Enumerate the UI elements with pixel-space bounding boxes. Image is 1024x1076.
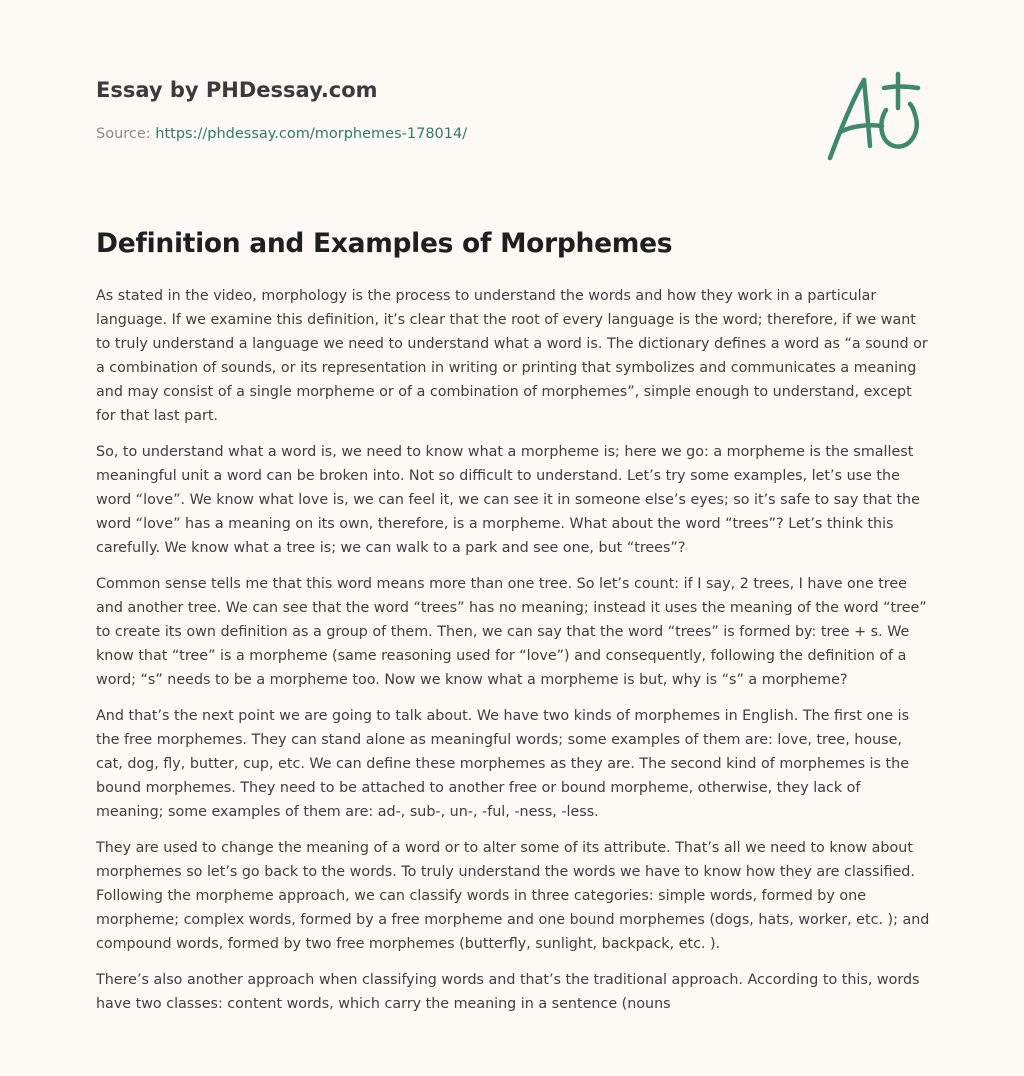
source-link[interactable]: https://phdessay.com/morphemes-178014/ [155, 126, 468, 142]
essay-body [96, 222, 932, 1028]
essay-paragraph: Common sense tells me that this word means more than one tree. So let’s count: if I say, 2 trees, I have one tree and another tree. We can see that the word “trees” has no meaning; instead it uses the meaning of the word “tree” to create its own definition as a group of them. Then, we can say that the word “trees” is formed by: tree + s. We know that “tree” is a morpheme (same reasoning used for “love”) and consequently, following the definition of a word; “s” needs to be a morpheme too. Now we know what a morpheme is but, why is “s” a morpheme? [96, 576, 927, 688]
essay-title: Definition and Examples of Morphemes [96, 228, 673, 259]
essay-header [96, 74, 796, 144]
essay-paragraph: There’s also another approach when classifying words and that’s the traditional approach. According to this, words have two classes: content words, which carry the meaning in a sentence (nouns [96, 972, 920, 1012]
source-label: Source: [96, 126, 156, 142]
essay-paragraph: They are used to change the meaning of a word or to alter some of its attribute. That’s all we need to know about morphemes so let’s go back to the words. To truly understand the words we have to know how they are classified. Following the morpheme approach, we can classify words in three categories: simple words, formed by one morpheme; complex words, formed by a free morpheme and one bound morphemes (dogs, hats, worker, etc. ); and compound words, formed by two free morphemes (butterfly, sunlight, backpack, etc. ). [96, 840, 930, 952]
a-plus-logo-icon [820, 66, 930, 166]
essay-paragraph: So, to understand what a word is, we need to know what a morpheme is; here we go: a morpheme is the smallest meaningful unit a word can be broken into. Not so difficult to understand. Let’s try some examples, let’s use the word “love”. We know what love is, we can feel it, we can see it in someone else’s eyes; so it’s safe to say that the word “love” has a meaning on its own, therefore, is a morpheme. What about the word “trees”? Let’s think this carefully. We know what a tree is; we can walk to a park and see one, but “trees”? [96, 444, 920, 556]
essay-paragraph: And that’s the next point we are going to talk about. We have two kinds of morphemes in English. The first one is the free morphemes. They can stand alone as meaningful words; some examples of them are: love, tree, house, cat, dog, fly, butter, cup, etc. We can define these morphemes as they are. The second kind of morphemes is the bound morphemes. They need to be attached to another free or bound morpheme, otherwise, they lack of meaning; some examples of them are: ad-, sub-, un-, -ful, -ness, -less. [96, 708, 910, 820]
essay-paragraph: As stated in the video, morphology is the process to understand the words and how they work in a particular language. If we examine this definition, it’s clear that the root of every language is the word; therefore, if we want to truly understand a language we need to understand what a word is. The dictionary defines a word as “a sound or a combination of sounds, or its representation in writing or printing that symbolizes and communicates a meaning and may consist of a single morpheme or of a combination of morphemes”, simple enough to understand, except for that last part. [96, 288, 928, 424]
source-line [96, 124, 796, 144]
site-title: Essay by PHDessay.com [96, 78, 378, 102]
